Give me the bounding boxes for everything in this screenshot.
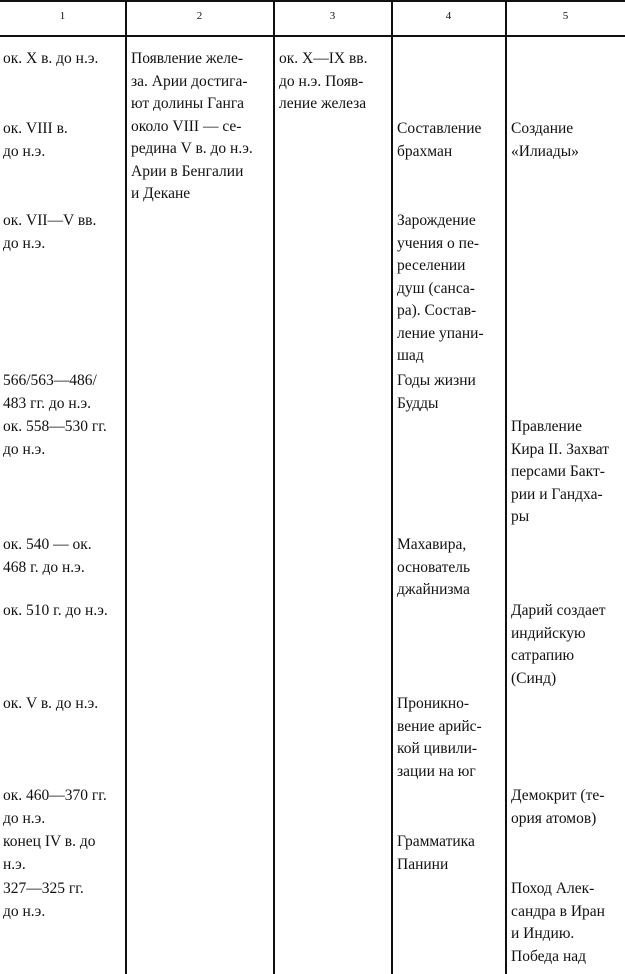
event-cell: ок. X—IX вв. до н.э. Появ- ление железа bbox=[279, 50, 368, 112]
date-cell: ок. V в. до н.э. bbox=[3, 695, 99, 712]
column-divider-4 bbox=[505, 0, 507, 974]
event-cell: Махавира, основатель джайнизма bbox=[397, 536, 471, 598]
date-cell: 566/563—486/ 483 гг. до н.э. bbox=[3, 372, 97, 412]
date-cell: ок. 510 г. до н.э. bbox=[3, 602, 108, 619]
event-cell: Дарий создает индийскую сатрапию (Синд) bbox=[511, 602, 606, 687]
event-cell: Правление Кира II. Захват персами Бакт- рии и Гандха- ры bbox=[511, 418, 609, 525]
column-header-4: 4 bbox=[445, 10, 452, 22]
date-cell: ок. 558—530 гг. до н.э. bbox=[3, 418, 107, 458]
date-cell: ок. VIII в. до н.э. bbox=[3, 120, 68, 160]
column-header-3: 3 bbox=[329, 10, 336, 22]
event-cell: Появление желе- за. Арии достига- ют долины Ганга около VIII — се- редина V в. до н.э. Арии в Бенгалии и Декане bbox=[131, 50, 253, 202]
event-cell: Демокрит (те- ория атомов) bbox=[511, 787, 605, 827]
header-bottom-rule bbox=[0, 35, 625, 37]
event-cell: Составление брахман bbox=[397, 120, 482, 160]
date-cell: 327—325 гг. до н.э. bbox=[3, 880, 84, 920]
event-cell: Поход Алек- сандра в Иран и Индию. Победа над bbox=[511, 880, 605, 965]
column-divider-2 bbox=[273, 0, 275, 974]
date-cell: конец IV в. до н.э. bbox=[3, 833, 96, 873]
date-cell: ок. X в. до н.э. bbox=[3, 50, 99, 67]
event-cell: Зарождение учения о пе- реселении душ (санса- ра). Состав- ление упани- шад bbox=[397, 212, 484, 364]
event-cell: Проникно- вение арийс- кой цивили- зации на юг bbox=[397, 695, 482, 780]
date-cell: ок. 540 — ок. 468 г. до н.э. bbox=[3, 536, 92, 576]
column-header-2: 2 bbox=[196, 10, 203, 22]
event-cell: Грамматика Панини bbox=[397, 833, 475, 873]
event-cell: Создание «Илиады» bbox=[511, 120, 579, 160]
column-divider-3 bbox=[391, 0, 393, 974]
event-cell: Годы жизни Будды bbox=[397, 372, 476, 412]
column-header-5: 5 bbox=[562, 10, 569, 22]
date-cell: ок. VII—V вв. до н.э. bbox=[3, 212, 97, 252]
table-top-rule bbox=[0, 0, 625, 2]
column-divider-1 bbox=[125, 0, 127, 974]
date-cell: ок. 460—370 гг. до н.э. bbox=[3, 787, 107, 827]
column-header-1: 1 bbox=[59, 10, 66, 22]
